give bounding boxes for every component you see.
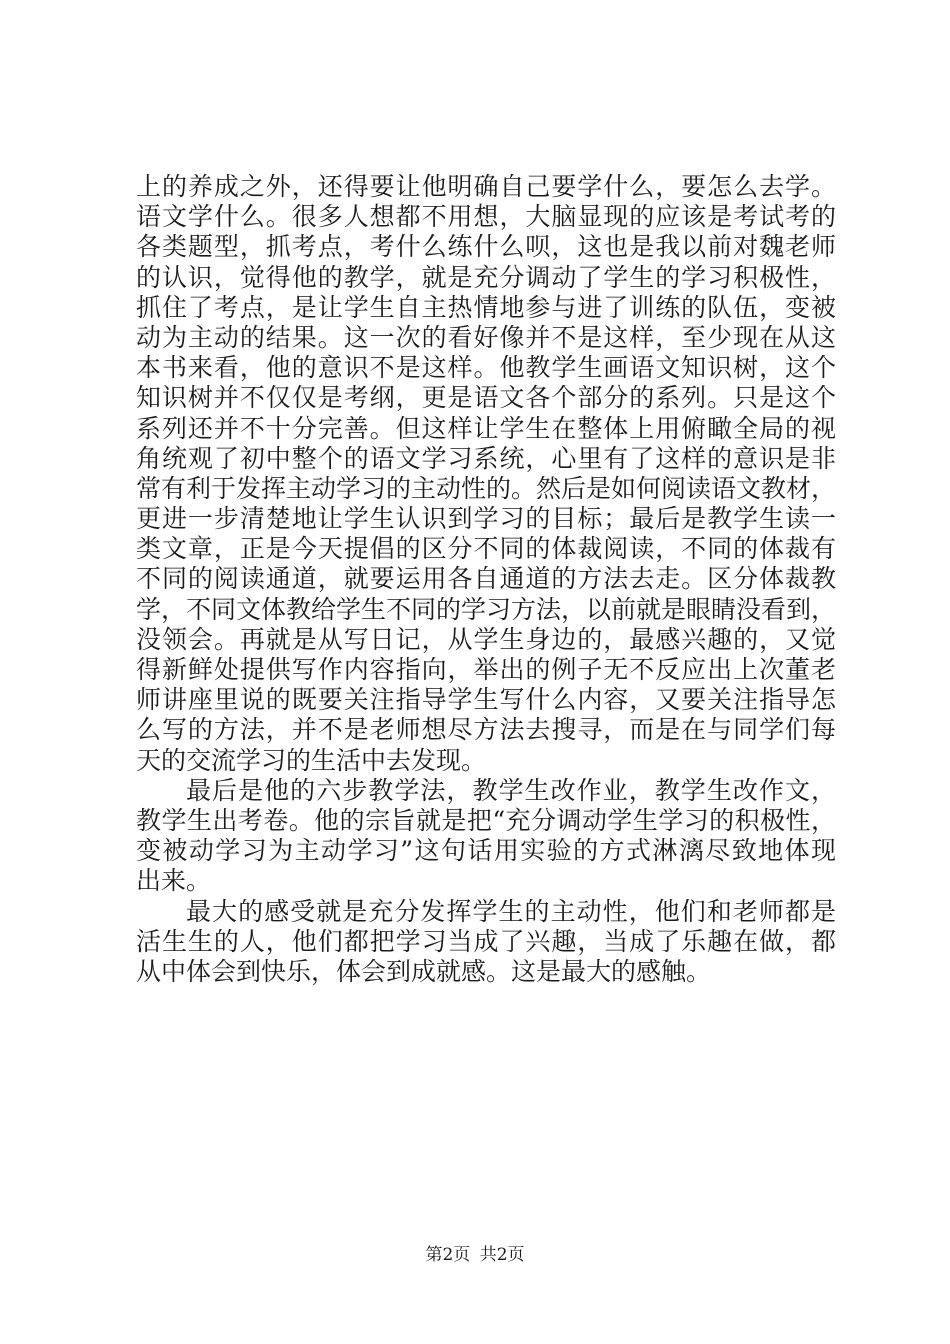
text-line: 系列还并不十分完善。但这样让学生在整体上用俯瞰全局的视 xyxy=(136,413,836,443)
text-line: 活生生的人，他们都把学习当成了兴趣，当成了乐趣在做，都 xyxy=(136,926,836,956)
text-line: 更进一步清楚地让学生认识到学习的目标；最后是教学生读一 xyxy=(136,504,836,534)
page-number: 第2页 xyxy=(425,1245,471,1265)
text-line: 各类题型，抓考点，考什么练什么呗，这也是我以前对魏老师 xyxy=(136,232,836,262)
text-line: 得新鲜处提供写作内容指向，举出的例子无不反应出上次董老 xyxy=(136,655,836,684)
text-line: 变被动学习为主动学习”这句话用实验的方式淋漓尽致地体现 xyxy=(136,836,836,866)
text-line: 上的养成之外，还得要让他明确自己要学什么，要怎么去学。 xyxy=(136,172,836,201)
text-line: 语文学什么。很多人想都不用想，大脑显现的应该是考试考的 xyxy=(136,202,836,232)
text-line: 没领会。再就是从写日记，从学生身边的，最感兴趣的，又觉 xyxy=(136,624,836,654)
text-line: 从中体会到快乐，体会到成就感。这是最大的感触。 xyxy=(136,956,712,986)
page-total: 共2页 xyxy=(479,1245,525,1265)
text-line: 教学生出考卷。他的宗旨就是把“充分调动学生学习的积极性， xyxy=(136,805,836,835)
text-line: 知识树并不仅仅是考纲，更是语文各个部分的系列。只是这个 xyxy=(136,383,836,413)
text-line: 动为主动的结果。这一次的看好像并不是这样，至少现在从这 xyxy=(136,322,836,352)
text-line: 么写的方法，并不是老师想尽方法去搜寻，而是在与同学们每 xyxy=(136,715,836,745)
text-line: 不同的阅读通道，就要运用各自通道的方法去走。区分体裁教 xyxy=(136,564,836,594)
text-line: 的认识，觉得他的教学，就是充分调动了学生的学习积极性， xyxy=(136,262,836,292)
document-body xyxy=(136,172,836,987)
text-line: 出来。 xyxy=(136,866,212,896)
text-line: 类文章，正是今天提倡的区分不同的体裁阅读，不同的体裁有 xyxy=(136,534,836,564)
paragraph-start-line: 最大的感受就是充分发挥学生的主动性，他们和老师都是 xyxy=(186,896,836,926)
text-line: 天的交流学习的生活中去发现。 xyxy=(136,745,487,775)
page-footer xyxy=(0,1244,950,1266)
text-line: 师讲座里说的既要关注指导学生写什么内容，又要关注指导怎 xyxy=(136,685,836,715)
text-line: 学，不同文体教给学生不同的学习方法，以前就是眼睛没看到， xyxy=(136,594,837,624)
text-line: 抓住了考点，是让学生自主热情地参与进了训练的队伍，变被 xyxy=(136,292,836,322)
text-line: 常有利于发挥主动学习的主动性的。然后是如何阅读语文教材， xyxy=(136,473,837,503)
text-line: 角统观了初中整个的语文学习系统，心里有了这样的意识是非 xyxy=(136,443,836,473)
paragraph-start-line: 最后是他的六步教学法，教学生改作业，教学生改作文， xyxy=(186,775,836,805)
text-line: 本书来看，他的意识不是这样。他教学生画语文知识树，这个 xyxy=(136,353,836,383)
